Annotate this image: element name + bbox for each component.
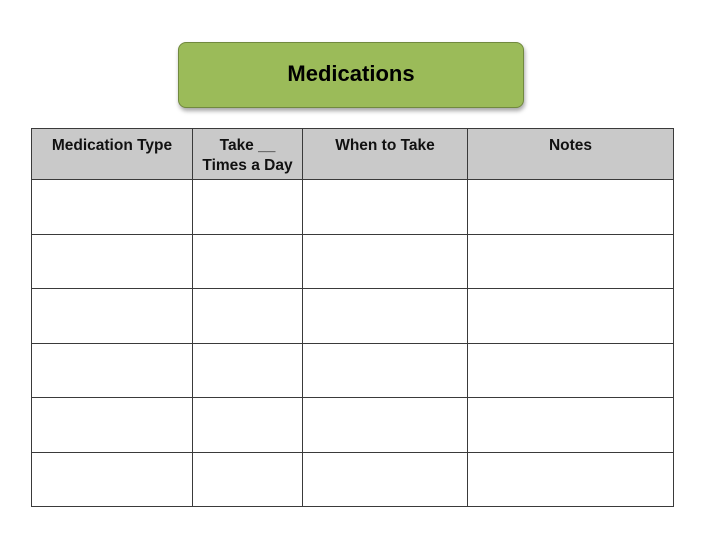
cell-notes[interactable] (468, 289, 674, 344)
cell-when-to-take[interactable] (303, 180, 468, 235)
cell-when-to-take[interactable] (303, 398, 468, 453)
header-when-to-take (303, 129, 468, 180)
cell-when-to-take[interactable] (303, 289, 468, 344)
table-header-row (32, 129, 674, 180)
table-row (32, 289, 674, 344)
cell-medication-type[interactable] (32, 343, 193, 398)
cell-when-to-take[interactable] (303, 234, 468, 289)
cell-notes[interactable] (468, 343, 674, 398)
cell-notes[interactable] (468, 398, 674, 453)
header-label: Medication Type (51, 137, 173, 154)
cell-times-a-day[interactable] (193, 289, 303, 344)
cell-medication-type[interactable] (32, 452, 193, 507)
header-notes (468, 129, 674, 180)
cell-when-to-take[interactable] (303, 343, 468, 398)
header-label: When to Take (335, 137, 435, 154)
cell-times-a-day[interactable] (193, 452, 303, 507)
table-row (32, 180, 674, 235)
cell-medication-type[interactable] (32, 234, 193, 289)
cell-medication-type[interactable] (32, 398, 193, 453)
cell-when-to-take[interactable] (303, 452, 468, 507)
table-row (32, 452, 674, 507)
header-times-a-day (193, 129, 303, 180)
cell-medication-type[interactable] (32, 180, 193, 235)
table-row (32, 343, 674, 398)
header-label: Take __ (219, 137, 276, 154)
cell-times-a-day[interactable] (193, 180, 303, 235)
cell-notes[interactable] (468, 180, 674, 235)
cell-times-a-day[interactable] (193, 343, 303, 398)
cell-times-a-day[interactable] (193, 234, 303, 289)
table-row (32, 398, 674, 453)
header-label: Notes (548, 137, 593, 154)
medications-table (31, 128, 674, 507)
header-label: Times a Day (202, 157, 293, 174)
page-title: Medications (287, 61, 415, 86)
cell-notes[interactable] (468, 452, 674, 507)
cell-notes[interactable] (468, 234, 674, 289)
header-medication-type (32, 129, 193, 180)
title-banner (178, 42, 524, 108)
cell-medication-type[interactable] (32, 289, 193, 344)
table-row (32, 234, 674, 289)
cell-times-a-day[interactable] (193, 398, 303, 453)
